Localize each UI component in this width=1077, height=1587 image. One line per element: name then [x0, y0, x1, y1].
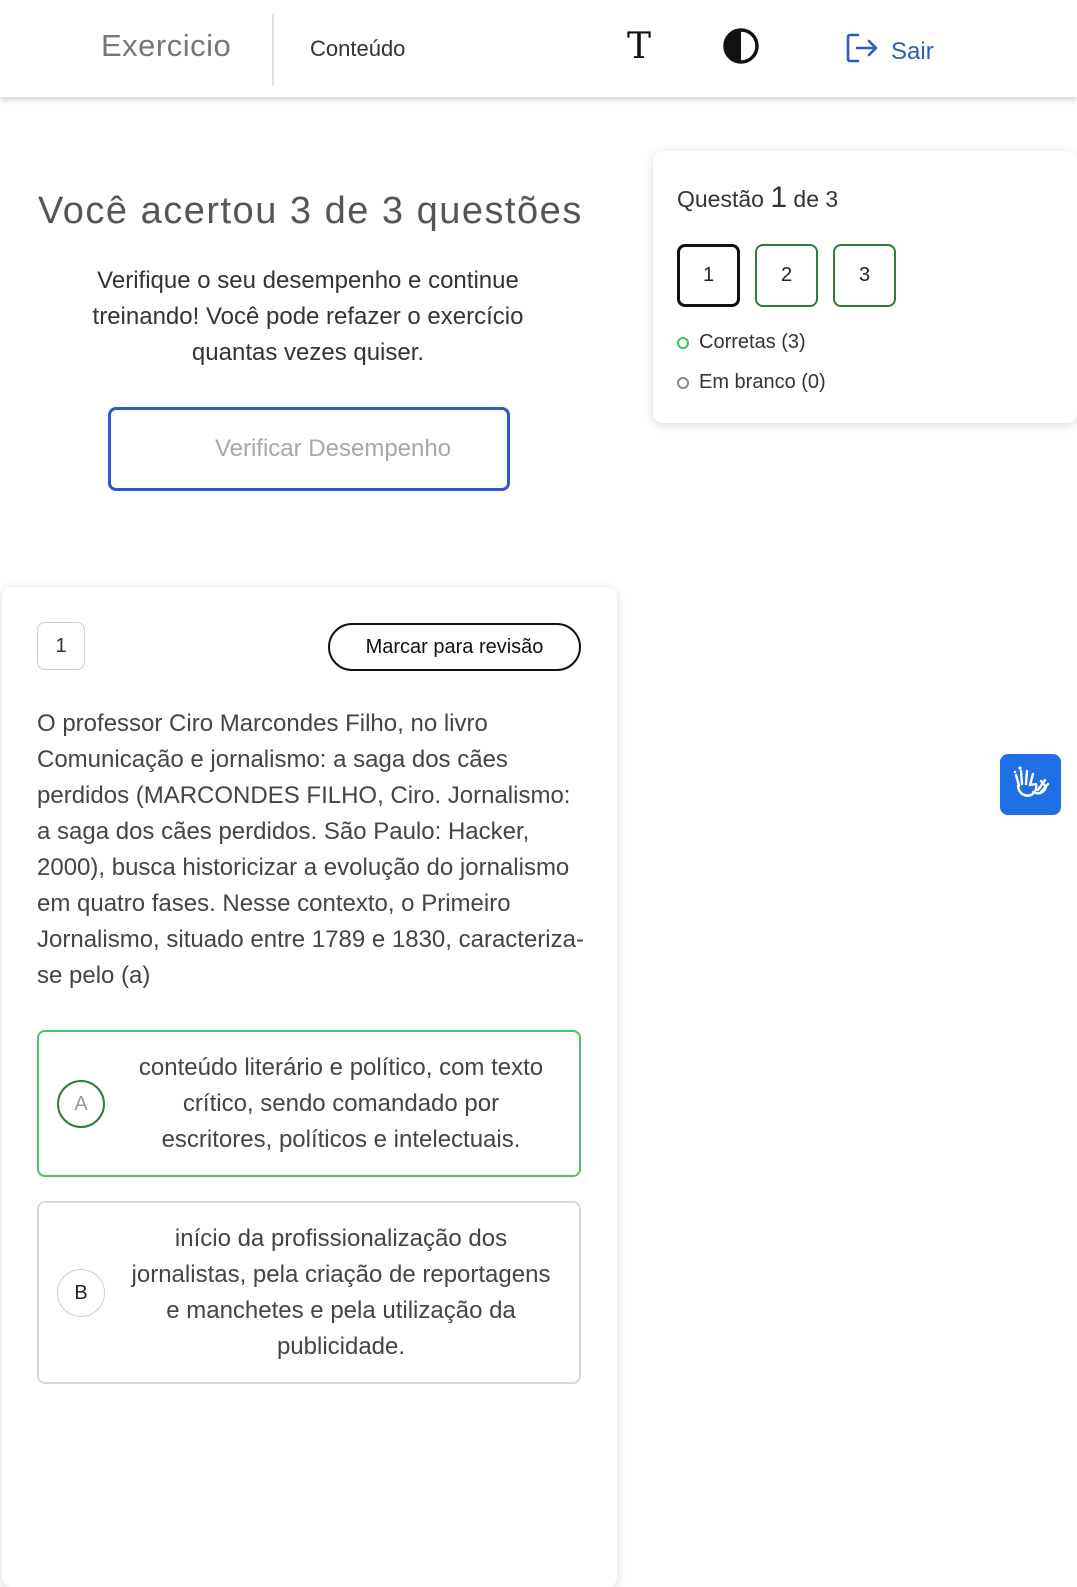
question-nav-button-2[interactable]: 2 [755, 244, 818, 307]
blank-dot-icon [677, 377, 689, 389]
option-a-letter: A [57, 1080, 105, 1128]
question-statement: O professor Ciro Marcondes Filho, no livro Comunicação e jornalismo: a saga dos cães perdidos (MARCONDES FILHO, Ciro. Jornalismo: a saga dos cães perdidos. São Paulo: Hacker, 2000), busca historicizar a evolução do jornalismo em quatro fases. Nesse contexto, o Primeiro Jornalismo, situado entre 1789 e 1830, caracteriza-se pelo (a) [37, 710, 584, 989]
legend-blank [677, 371, 826, 394]
question-navigator-card [653, 151, 1077, 423]
mark-for-review-button[interactable]: Marcar para revisão [328, 623, 581, 671]
question-nav-button-3[interactable]: 3 [833, 244, 896, 307]
option-a[interactable] [37, 1030, 581, 1177]
text-size-icon[interactable]: T [626, 25, 651, 67]
option-b[interactable] [37, 1201, 581, 1384]
counter-current: 1 [770, 181, 788, 214]
brand-title[interactable]: Exercicio [101, 28, 232, 63]
option-b-text: início da profissionalização dos jornalistas, pela criação de reportagens e manchetes e pela utilização da publicidade. [131, 1225, 551, 1360]
correct-dot-icon [677, 337, 689, 349]
top-header [0, 0, 1077, 97]
counter-prefix: Questão [677, 186, 764, 212]
sign-language-button[interactable] [1000, 754, 1061, 815]
question-card [2, 587, 617, 1587]
content-link[interactable]: Conteúdo [310, 36, 406, 61]
sign-language-icon [1011, 762, 1051, 807]
option-a-text: conteúdo literário e político, com texto crítico, sendo comandado por escritores, políticos e intelectuais. [138, 1054, 544, 1153]
legend-correct-label: Corretas (3) [699, 331, 806, 353]
question-counter [677, 181, 838, 215]
verify-performance-button[interactable]: Verificar Desempenho [108, 407, 510, 491]
question-number: 1 [37, 622, 85, 670]
legend-blank-label: Em branco (0) [699, 371, 826, 393]
result-description: Verifique o seu desempenho e continue treinando! Você pode refazer o exercício quantas vezes quiser. [92, 267, 524, 366]
logout-icon [845, 32, 879, 71]
question-nav-button-1[interactable]: 1 [677, 244, 740, 307]
contrast-icon[interactable] [721, 26, 761, 66]
logout-label: Sair [891, 37, 934, 65]
header-divider [272, 14, 274, 86]
result-title: Você acertou 3 de 3 questões [38, 190, 583, 232]
legend-correct [677, 331, 806, 354]
option-b-letter: B [57, 1269, 105, 1317]
logout-button[interactable] [845, 32, 934, 71]
counter-suffix: de 3 [793, 186, 839, 212]
